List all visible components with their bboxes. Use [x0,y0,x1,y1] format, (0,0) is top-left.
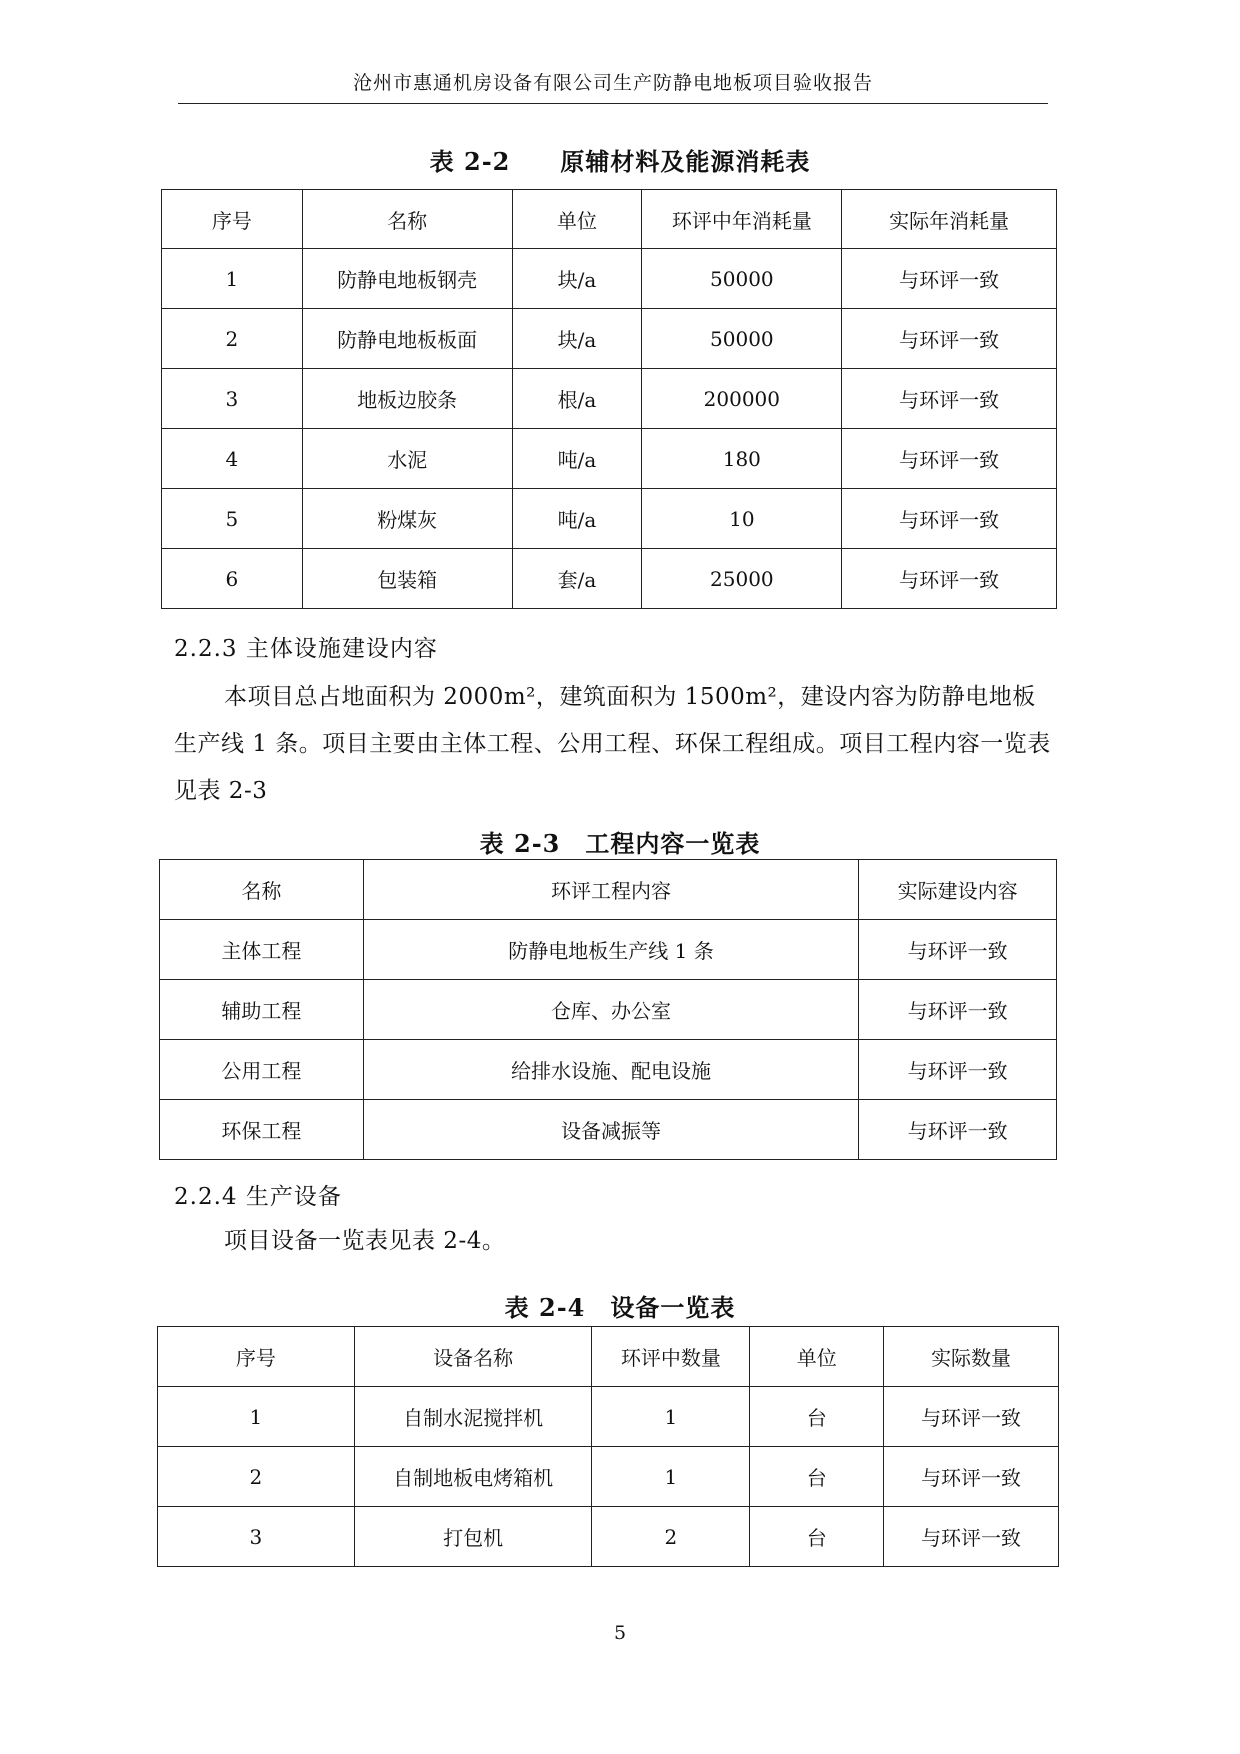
table-cell: 环保工程 [160,1100,364,1160]
table-cell: 与环评一致 [884,1387,1059,1447]
table-cell: 块/a [512,249,642,309]
table-row [160,980,1057,1040]
col-header-index: 序号 [158,1327,355,1387]
table-cell: 与环评一致 [859,1040,1057,1100]
table-cell: 仓库、办公室 [363,980,858,1040]
table-cell: 与环评一致 [859,980,1057,1040]
table-cell: 200000 [642,369,842,429]
col-header-equipment: 设备名称 [354,1327,592,1387]
section-paragraph: 项目设备一览表见表 2-4。 [224,1228,506,1254]
table-cell: 与环评一致 [842,549,1057,609]
table-cell: 吨/a [512,429,642,489]
col-header-index: 序号 [162,190,303,249]
table-cell: 2 [162,309,303,369]
table-cell: 3 [162,369,303,429]
table-cell: 4 [162,429,303,489]
table-2-2-caption: 表 2-2 原辅材料及能源消耗表 [429,147,811,176]
table-row [158,1507,1059,1567]
col-header-unit: 单位 [512,190,642,249]
table-cell: 套/a [512,549,642,609]
table-row [160,1100,1057,1160]
table-cell: 3 [158,1507,355,1567]
table-cell: 防静电地板钢壳 [302,249,512,309]
table-cell: 与环评一致 [859,920,1057,980]
table-cell: 地板边胶条 [302,369,512,429]
col-header-planned: 环评中年消耗量 [642,190,842,249]
table-cell: 与环评一致 [884,1507,1059,1567]
col-header-actual: 实际年消耗量 [842,190,1057,249]
table-cell: 1 [158,1387,355,1447]
table-header-row [158,1327,1059,1387]
table-cell: 50000 [642,249,842,309]
table-cell: 根/a [512,369,642,429]
col-header-actual-qty: 实际数量 [884,1327,1059,1387]
section-heading-2-2-4: 2.2.4 生产设备 [174,1184,342,1210]
table-cell: 与环评一致 [884,1447,1059,1507]
table-2-4 [157,1326,1059,1567]
col-header-planned-qty: 环评中数量 [592,1327,750,1387]
table-cell: 块/a [512,309,642,369]
table-2-3 [159,859,1057,1160]
table-row [162,489,1057,549]
table-cell: 主体工程 [160,920,364,980]
col-header-actual-content: 实际建设内容 [859,860,1057,920]
table-cell: 与环评一致 [842,369,1057,429]
table-cell: 1 [162,249,303,309]
table-body [160,920,1057,1160]
col-header-name: 名称 [302,190,512,249]
table-cell: 自制水泥搅拌机 [354,1387,592,1447]
table-2-4-caption: 表 2-4 设备一览表 [504,1293,736,1322]
table-cell: 与环评一致 [842,429,1057,489]
table-row [162,249,1057,309]
table-cell: 25000 [642,549,842,609]
table-cell: 粉煤灰 [302,489,512,549]
table-cell: 设备减振等 [363,1100,858,1160]
table-row [162,369,1057,429]
page-number: 5 [613,1622,627,1644]
col-header-name: 名称 [160,860,364,920]
table-row [162,309,1057,369]
table-2-3-caption: 表 2-3 工程内容一览表 [479,829,761,858]
table-cell: 与环评一致 [842,249,1057,309]
section-paragraph: 本项目总占地面积为 2000m²，建筑面积为 1500m²，建设内容为防静电地板生产线 1 条。项目主要由主体工程、公用工程、环保工程组成。项目工程内容一览表见表 2-3 [174,684,1051,804]
table-body [162,249,1057,609]
table-cell: 10 [642,489,842,549]
table-cell: 水泥 [302,429,512,489]
table-cell: 公用工程 [160,1040,364,1100]
table-cell: 防静电地板生产线 1 条 [363,920,858,980]
table-cell: 1 [592,1387,750,1447]
table-cell: 与环评一致 [842,309,1057,369]
table-cell: 打包机 [354,1507,592,1567]
table-cell: 吨/a [512,489,642,549]
table-row [158,1447,1059,1507]
table-row [162,549,1057,609]
section-heading-2-2-3: 2.2.3 主体设施建设内容 [174,636,438,662]
col-header-planned-content: 环评工程内容 [363,860,858,920]
table-body [158,1387,1059,1567]
table-cell: 防静电地板板面 [302,309,512,369]
table-cell: 6 [162,549,303,609]
table-cell: 与环评一致 [859,1100,1057,1160]
table-cell: 台 [750,1387,884,1447]
table-cell: 1 [592,1447,750,1507]
table-cell: 自制地板电烤箱机 [354,1447,592,1507]
table-cell: 辅助工程 [160,980,364,1040]
page-header: 沧州市惠通机房设备有限公司生产防静电地板项目验收报告 [178,68,1048,104]
table-cell: 50000 [642,309,842,369]
table-cell: 2 [158,1447,355,1507]
table-cell: 给排水设施、配电设施 [363,1040,858,1100]
table-cell: 5 [162,489,303,549]
table-header-row [162,190,1057,249]
table-row [158,1387,1059,1447]
table-cell: 台 [750,1447,884,1507]
table-row [160,1040,1057,1100]
table-header-row [160,860,1057,920]
table-row [162,429,1057,489]
table-cell: 台 [750,1507,884,1567]
table-cell: 180 [642,429,842,489]
table-row [160,920,1057,980]
table-cell: 与环评一致 [842,489,1057,549]
table-2-2 [161,189,1057,609]
col-header-unit: 单位 [750,1327,884,1387]
table-cell: 2 [592,1507,750,1567]
table-cell: 包装箱 [302,549,512,609]
